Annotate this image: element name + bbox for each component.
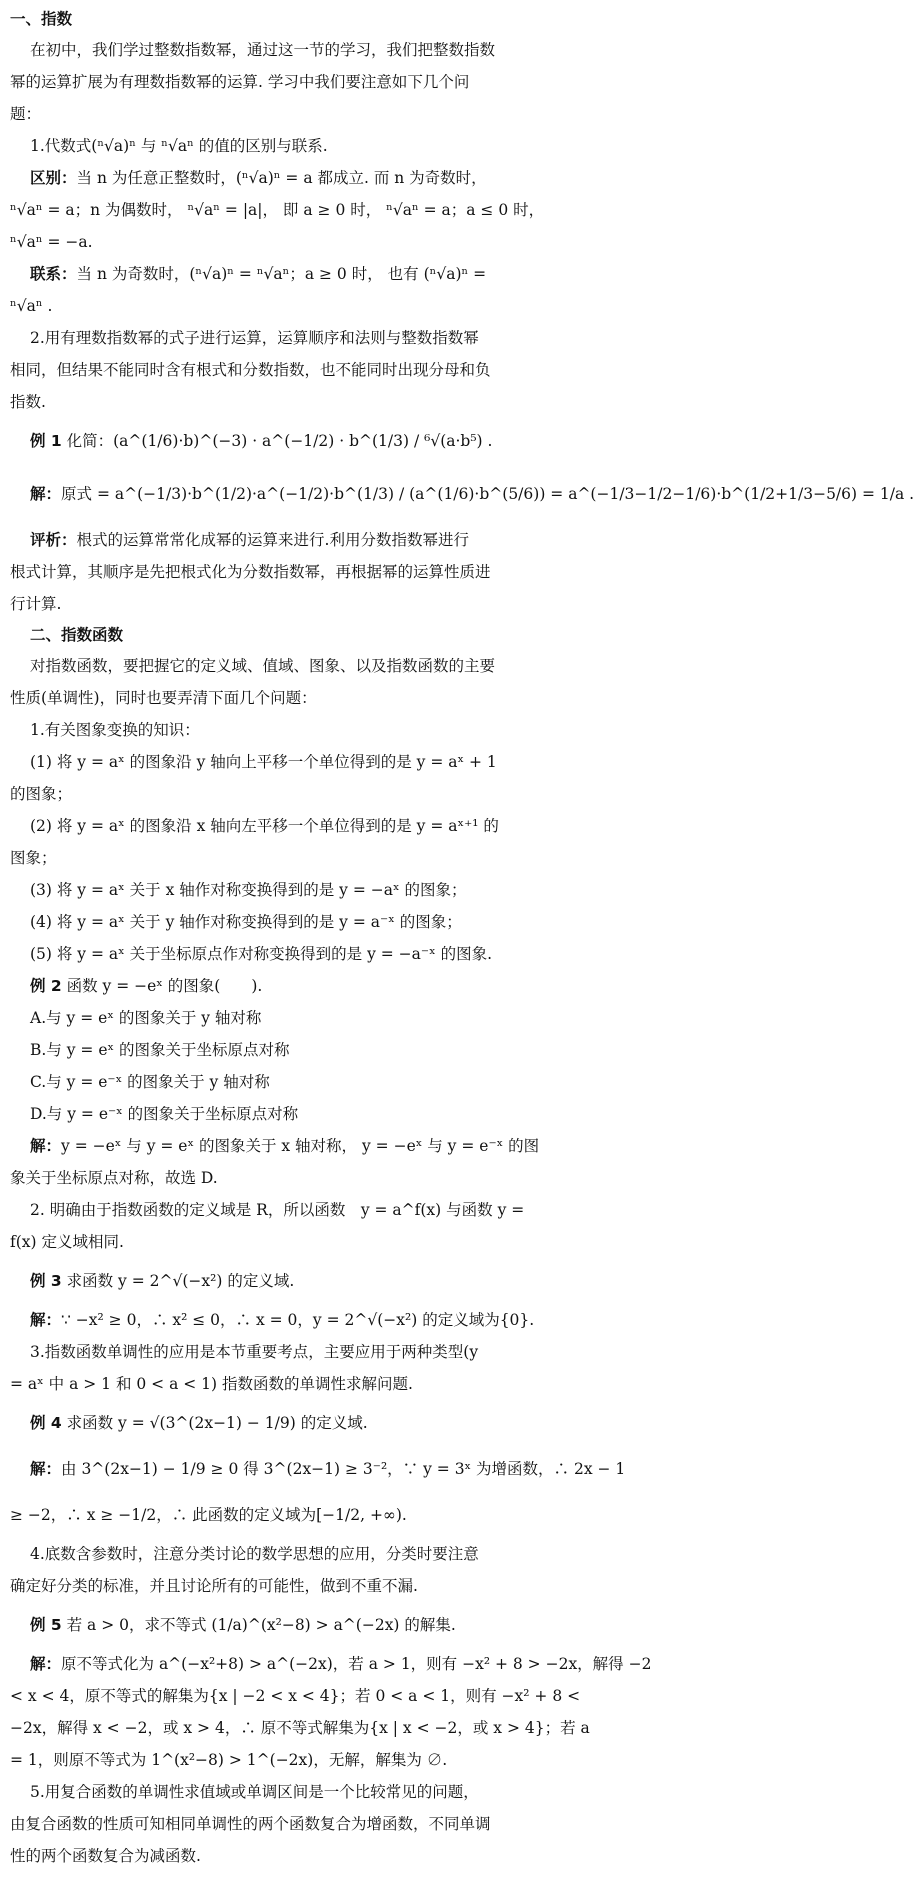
line-text: 若 a > 0，求不等式 (1/a)^(x²−8) > a^(−2x) 的解集. bbox=[66, 1616, 456, 1634]
line-text: 当 n 为任意正整数时，(ⁿ√a)ⁿ = a 都成立. 而 n 为奇数时， bbox=[76, 169, 487, 187]
line-text: 求函数 y = 2^√(−x²) 的定义域. bbox=[66, 1272, 295, 1290]
example-line bbox=[10, 1400, 538, 1446]
paragraph-line: 对指数函数，要把握它的定义域、值域、图象、以及指数函数的主要 bbox=[30, 657, 496, 675]
solution-line bbox=[10, 464, 914, 524]
paragraph-line: (3) 将 y = aˣ 关于 x 轴作对称变换得到的是 y = −aˣ 的图象； bbox=[30, 881, 467, 899]
item-heading: 2.用有理数指数幂的式子进行运算，运算顺序和法则与整数指数幂 bbox=[30, 329, 479, 347]
line-text: y = −eˣ 与 y = eˣ 的图象关于 x 轴对称， y = −eˣ 与 y = e⁻ˣ 的图 bbox=[61, 1137, 540, 1155]
label-solution: 解： bbox=[30, 1137, 62, 1155]
label-solution: 解： bbox=[30, 1655, 62, 1673]
example-line bbox=[10, 970, 538, 1002]
solution-line bbox=[10, 1446, 626, 1492]
paragraph-line bbox=[10, 524, 538, 556]
choice-option: A.与 y = eˣ 的图象关于 y 轴对称 bbox=[30, 1009, 262, 1027]
paragraph-line: ≥ −2，∴ x ≥ −1/2，∴ 此函数的定义域为[−1/2, +∞). bbox=[10, 1506, 407, 1524]
paragraph-line: = aˣ 中 a > 1 和 0 < a < 1) 指数函数的单调性求解问题. bbox=[10, 1375, 413, 1393]
line-text: 当 n 为奇数时，(ⁿ√a)ⁿ = ⁿ√aⁿ；a ≥ 0 时， 也有 (ⁿ√a)ⁿ = bbox=[76, 265, 487, 283]
paragraph-line: 的图象； bbox=[10, 785, 73, 803]
choice-option: B.与 y = eˣ 的图象关于坐标原点对称 bbox=[30, 1041, 290, 1059]
paragraph-line: 题： bbox=[10, 105, 42, 123]
paragraph-line: (4) 将 y = aˣ 关于 y 轴作对称变换得到的是 y = a⁻ˣ 的图象； bbox=[30, 913, 462, 931]
item-heading: 3.指数函数单调性的应用是本节重要考点，主要应用于两种类型(y bbox=[30, 1343, 479, 1361]
paragraph-line: −2x，解得 x < −2，或 x > 4，∴ 原不等式解集为{x | x < −2，或 x > 4}；若 a bbox=[10, 1719, 590, 1737]
item-heading: 1.有关图象变换的知识： bbox=[30, 721, 200, 739]
label-difference: 区别： bbox=[30, 169, 77, 187]
example-line bbox=[10, 1258, 538, 1304]
label-comment: 评析： bbox=[30, 531, 77, 549]
paragraph-line: 确定好分类的标准，并且讨论所有的可能性，做到不重不漏. bbox=[10, 1577, 418, 1595]
paragraph-line: 指数. bbox=[10, 393, 46, 411]
solution-line bbox=[10, 1130, 538, 1162]
line-text: 化简：(a^(1/6)·b)^(−3) · a^(−1/2) · b^(1/3) / ⁶√(a·b⁵) . bbox=[66, 432, 493, 450]
solution-line bbox=[10, 1648, 652, 1680]
label-solution: 解： bbox=[30, 1311, 62, 1329]
item-heading: 1.代数式(ⁿ√a)ⁿ 与 ⁿ√aⁿ 的值的区别与联系. bbox=[30, 137, 328, 155]
label-example: 例 5 bbox=[30, 1616, 62, 1634]
paragraph-line: (2) 将 y = aˣ 的图象沿 x 轴向左平移一个单位得到的是 y = aˣ⁺¹ 的 bbox=[30, 817, 499, 835]
label-example: 例 2 bbox=[30, 977, 62, 995]
label-solution: 解： bbox=[30, 485, 62, 503]
solution-line bbox=[10, 1304, 538, 1336]
paragraph-line: ⁿ√aⁿ . bbox=[10, 297, 53, 315]
paragraph-line: 在初中，我们学过整数指数幂，通过这一节的学习，我们把整数指数 bbox=[30, 41, 496, 59]
paragraph-line: f(x) 定义域相同. bbox=[10, 1233, 124, 1251]
paragraph-line: (1) 将 y = aˣ 的图象沿 y 轴向上平移一个单位得到的是 y = aˣ + 1 bbox=[30, 753, 497, 771]
item-heading: 2. 明确由于指数函数的定义域是 R，所以函数 y = a^f(x) 与函数 y = bbox=[30, 1201, 525, 1219]
label-example: 例 4 bbox=[30, 1414, 62, 1432]
line-text: 根式的运算常常化成幂的运算来进行.利用分数指数幂进行 bbox=[76, 531, 469, 549]
item-heading: 4.底数含参数时，注意分类讨论的数学思想的应用，分类时要注意 bbox=[30, 1545, 479, 1563]
paragraph-line: 图象； bbox=[10, 849, 57, 867]
choice-option: D.与 y = e⁻ˣ 的图象关于坐标原点对称 bbox=[30, 1105, 299, 1123]
paragraph-line: 幂的运算扩展为有理数指数幂的运算. 学习中我们要注意如下几个问 bbox=[10, 73, 470, 91]
line-text: 由 3^(2x−1) − 1/9 ≥ 0 得 3^(2x−1) ≥ 3⁻²，∵ y = 3ˣ 为增函数，∴ 2x − 1 bbox=[61, 1460, 626, 1478]
paragraph-line: = 1，则原不等式为 1^(x²−8) > 1^(−2x)，无解，解集为 ∅. bbox=[10, 1751, 448, 1769]
paragraph-line: 行计算. bbox=[10, 595, 62, 613]
paragraph-line: 相同，但结果不能同时含有根式和分数指数，也不能同时出现分母和负 bbox=[10, 361, 491, 379]
paragraph-line: 象关于坐标原点对称，故选 D. bbox=[10, 1169, 218, 1187]
line-text: 原不等式化为 a^(−x²+8) > a^(−2x)，若 a > 1，则有 −x² + 8 > −2x，解得 −2 bbox=[61, 1655, 652, 1673]
choice-option: C.与 y = e⁻ˣ 的图象关于 y 轴对称 bbox=[30, 1073, 270, 1091]
label-example: 例 3 bbox=[30, 1272, 62, 1290]
line-text: 原式 = a^(−1/3)·b^(1/2)·a^(−1/2)·b^(1/3) / (a^(1/6)·b^(5/6)) = a^(−1/3−1/2−1/6)·b^(1/2+1/3−5/6) = 1/a . bbox=[61, 485, 914, 503]
paragraph-line: < x < 4，原不等式的解集为{x | −2 < x < 4}；若 0 < a < 1，则有 −x² + 8 < bbox=[10, 1687, 581, 1705]
paragraph-line: 根式计算，其顺序是先把根式化为分数指数幂，再根据幂的运算性质进 bbox=[10, 563, 491, 581]
paragraph-line: (5) 将 y = aˣ 关于坐标原点作对称变换得到的是 y = −a⁻ˣ 的图象. bbox=[30, 945, 493, 963]
label-solution: 解： bbox=[30, 1460, 62, 1478]
line-text: ∵ −x² ≥ 0，∴ x² ≤ 0，∴ x = 0，y = 2^√(−x²) 的定义域为{0}. bbox=[61, 1311, 535, 1329]
paragraph-line: 由复合函数的性质可知相同单调性的两个函数复合为增函数，不同单调 bbox=[10, 1815, 491, 1833]
paragraph-line: ⁿ√aⁿ = a；n 为偶数时， ⁿ√aⁿ = |a|， 即 a ≥ 0 时， ⁿ√aⁿ = a；a ≤ 0 时， bbox=[10, 201, 545, 219]
paragraph-line: 性质(单调性)，同时也要弄清下面几个问题： bbox=[10, 689, 317, 707]
paragraph-line: ⁿ√aⁿ = −a. bbox=[10, 233, 93, 251]
example-line bbox=[10, 418, 538, 464]
line-text: 求函数 y = √(3^(2x−1) − 1/9) 的定义域. bbox=[66, 1414, 368, 1432]
item-heading: 5.用复合函数的单调性求值域或单调区间是一个比较常见的问题， bbox=[30, 1783, 479, 1801]
label-example: 例 1 bbox=[30, 432, 62, 450]
example-line bbox=[10, 1602, 538, 1648]
paragraph-line bbox=[10, 258, 538, 290]
paragraph-line: 性的两个函数复合为减函数. bbox=[10, 1847, 201, 1865]
section-heading-exponent: 一、指数 bbox=[10, 10, 73, 28]
section-heading-exponential-function: 二、指数函数 bbox=[30, 626, 124, 644]
label-connection: 联系： bbox=[30, 265, 77, 283]
line-text: 函数 y = −eˣ 的图象( ). bbox=[66, 977, 263, 995]
paragraph-line bbox=[10, 162, 538, 194]
